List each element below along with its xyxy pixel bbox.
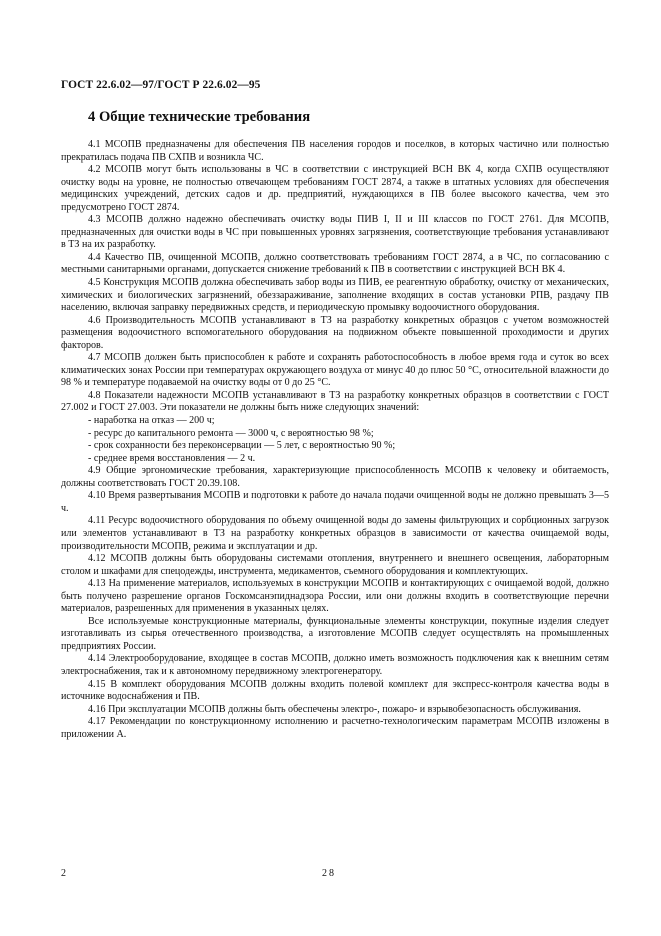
paragraph-4-9: 4.9 Общие эргономические требования, характеризующие приспособленность МСОПВ к человеку и обитаемость, должны соответствовать ГОСТ 20.39.108. — [61, 465, 609, 489]
paragraph-4-1: 4.1 МСОПВ предназначены для обеспечения ПВ населения городов и поселков, в которых частично или полностью прекратилась подача ПВ СХПВ и возникла ЧС. — [61, 139, 609, 163]
paragraph-4-13: 4.13 На применение материалов, используемых в конструкции МСОПВ и контактирующих с очищаемой водой, должно быть получено разрешение органов Госкомсанэпиднадзора России, или они должны входить в соответствующие перечни материалов, разрешенных для применения в указанных целях. — [61, 578, 609, 615]
paragraph-4-13-cont: Все используемые конструкционные материалы, функциональные элементы конструкции, покупные изделия следует изготавливать из сырья отечественного производства, а изготовление МСОПВ следует осуществлять на промышленных предприятиях России. — [61, 615, 609, 652]
document-body — [61, 139, 609, 741]
paragraph-4-8: 4.8 Показатели надежности МСОПВ устанавливают в ТЗ на разработку конкретных образцов в соответствии с ГОСТ 27.002 и ГОСТ 27.003. Эти показатели не должны быть ниже следующих значений: — [61, 389, 609, 414]
paragraph-4-10: 4.10 Время развертывания МСОПВ и подготовки к работе до начала подачи очищенной воды не должно превышать 3—5 ч. — [61, 490, 609, 514]
paragraph-4-11: 4.11 Ресурс водоочистного оборудования по объему очищенной воды до замены фильтрующих и сорбционных загрузок или элементов устанавливают в ТЗ на разработку конкретных образцов в зависимости от качества очищаемой воды, производительности МСОПВ, режима и эксплуатации и др. — [61, 515, 609, 552]
list-item: - ресурс до капитального ремонта — 3000 ч, с вероятностью 98 %; — [88, 427, 374, 439]
paragraph-4-12: 4.12 МСОПВ должны быть оборудованы системами отопления, внутреннего и внешнего освещения, лабораторным столом и шкафами для спецодежды, инструмента, медикаментов, съемного оборудования и комплектующих. — [61, 553, 609, 577]
paragraph-4-14: 4.14 Электрооборудование, входящее в состав МСОПВ, должно иметь возможность подключения как к внешним сетям электроснабжения, так и к автономному передвижному электрогенератору. — [61, 653, 609, 677]
paragraph-4-5: 4.5 Конструкция МСОПВ должна обеспечивать забор воды из ПИВ, ее реагентную обработку, очистку от механических, химических и биологических загрязнений, обеззараживание, заполнение входящих в состав установки РПВ, раздачу ПВ населению, включая заправку передвижных средств, и периодическую промывку водоочистного оборудования. — [61, 277, 609, 314]
document-code-header: ГОСТ 22.6.02—97/ГОСТ Р 22.6.02—95 — [61, 79, 261, 91]
paragraph-4-2: 4.2 МСОПВ могут быть использованы в ЧС в соответствии с инструкцией ВСН ВК 4, когда СХПВ осуществляют очистку воды на уровне, не полностью отвечающем требованиям ГОСТ 2874, а также в штатных условиях для обеспечения медицинских учреждений, детских садов и др. предприятий, нуждающихся в ПВ более высокого качества, чем это предусмотрено ГОСТ 2874. — [61, 164, 609, 213]
sheet-number: 28 — [322, 868, 336, 879]
paragraph-4-6: 4.6 Производительность МСОПВ устанавливают в ТЗ на разработку конкретных образцов с учетом возможностей размещения водоочистного вспомогательного оборудования на подвижном объекте повышенной проходимости и других факторов. — [61, 314, 609, 351]
list-item: - срок сохранности без переконсервации — 5 лет, с вероятностью 90 %; — [88, 440, 396, 452]
paragraph-4-7: 4.7 МСОПВ должен быть приспособлен к работе и сохранять работоспособность в любое время года и суток во всех климатических зонах России при температурах окружающего воздуха от минус 40 до плюс 50 °С, относительной влажности до 98 % и температуре подаваемой на очистку воды от 0 до 25 °С. — [61, 352, 609, 389]
paragraph-4-15: 4.15 В комплект оборудования МСОПВ должны входить полевой комплект для экспресс-контроля качества воды в источнике водоснабжения и ПВ. — [61, 678, 609, 703]
list-item: - среднее время восстановления — 2 ч. — [88, 452, 256, 464]
paragraph-4-17: 4.17 Рекомендации по конструкционному исполнению и расчетно-технологическим параметрам МСОПВ изложены в приложении А. — [61, 716, 609, 740]
paragraph-4-4: 4.4 Качество ПВ, очищенной МСОПВ, должно соответствовать требованиям ГОСТ 2874, а в ЧС, по согласованию с местными санитарными органами, допускается снижение требований к ПВ в соответствии с инструкцией ВСН ВК 4. — [61, 251, 609, 276]
paragraph-4-16: 4.16 При эксплуатации МСОПВ должны быть обеспечены электро-, пожаро- и взрывобезопасность обслуживания. — [88, 703, 581, 715]
list-item: - наработка на отказ — 200 ч; — [88, 415, 215, 427]
section-title: 4 Общие технические требования — [88, 109, 311, 125]
page-number: 2 — [61, 868, 66, 879]
paragraph-4-3: 4.3 МСОПВ должно надежно обеспечивать очистку воды ПИВ I, II и III классов по ГОСТ 2761. Для МСОПВ, предназначенных для очистки воды в ЧС при повышенных уровнях загрязнения, соответствующие требования устанавливают в ТЗ на их разработку. — [61, 214, 609, 251]
